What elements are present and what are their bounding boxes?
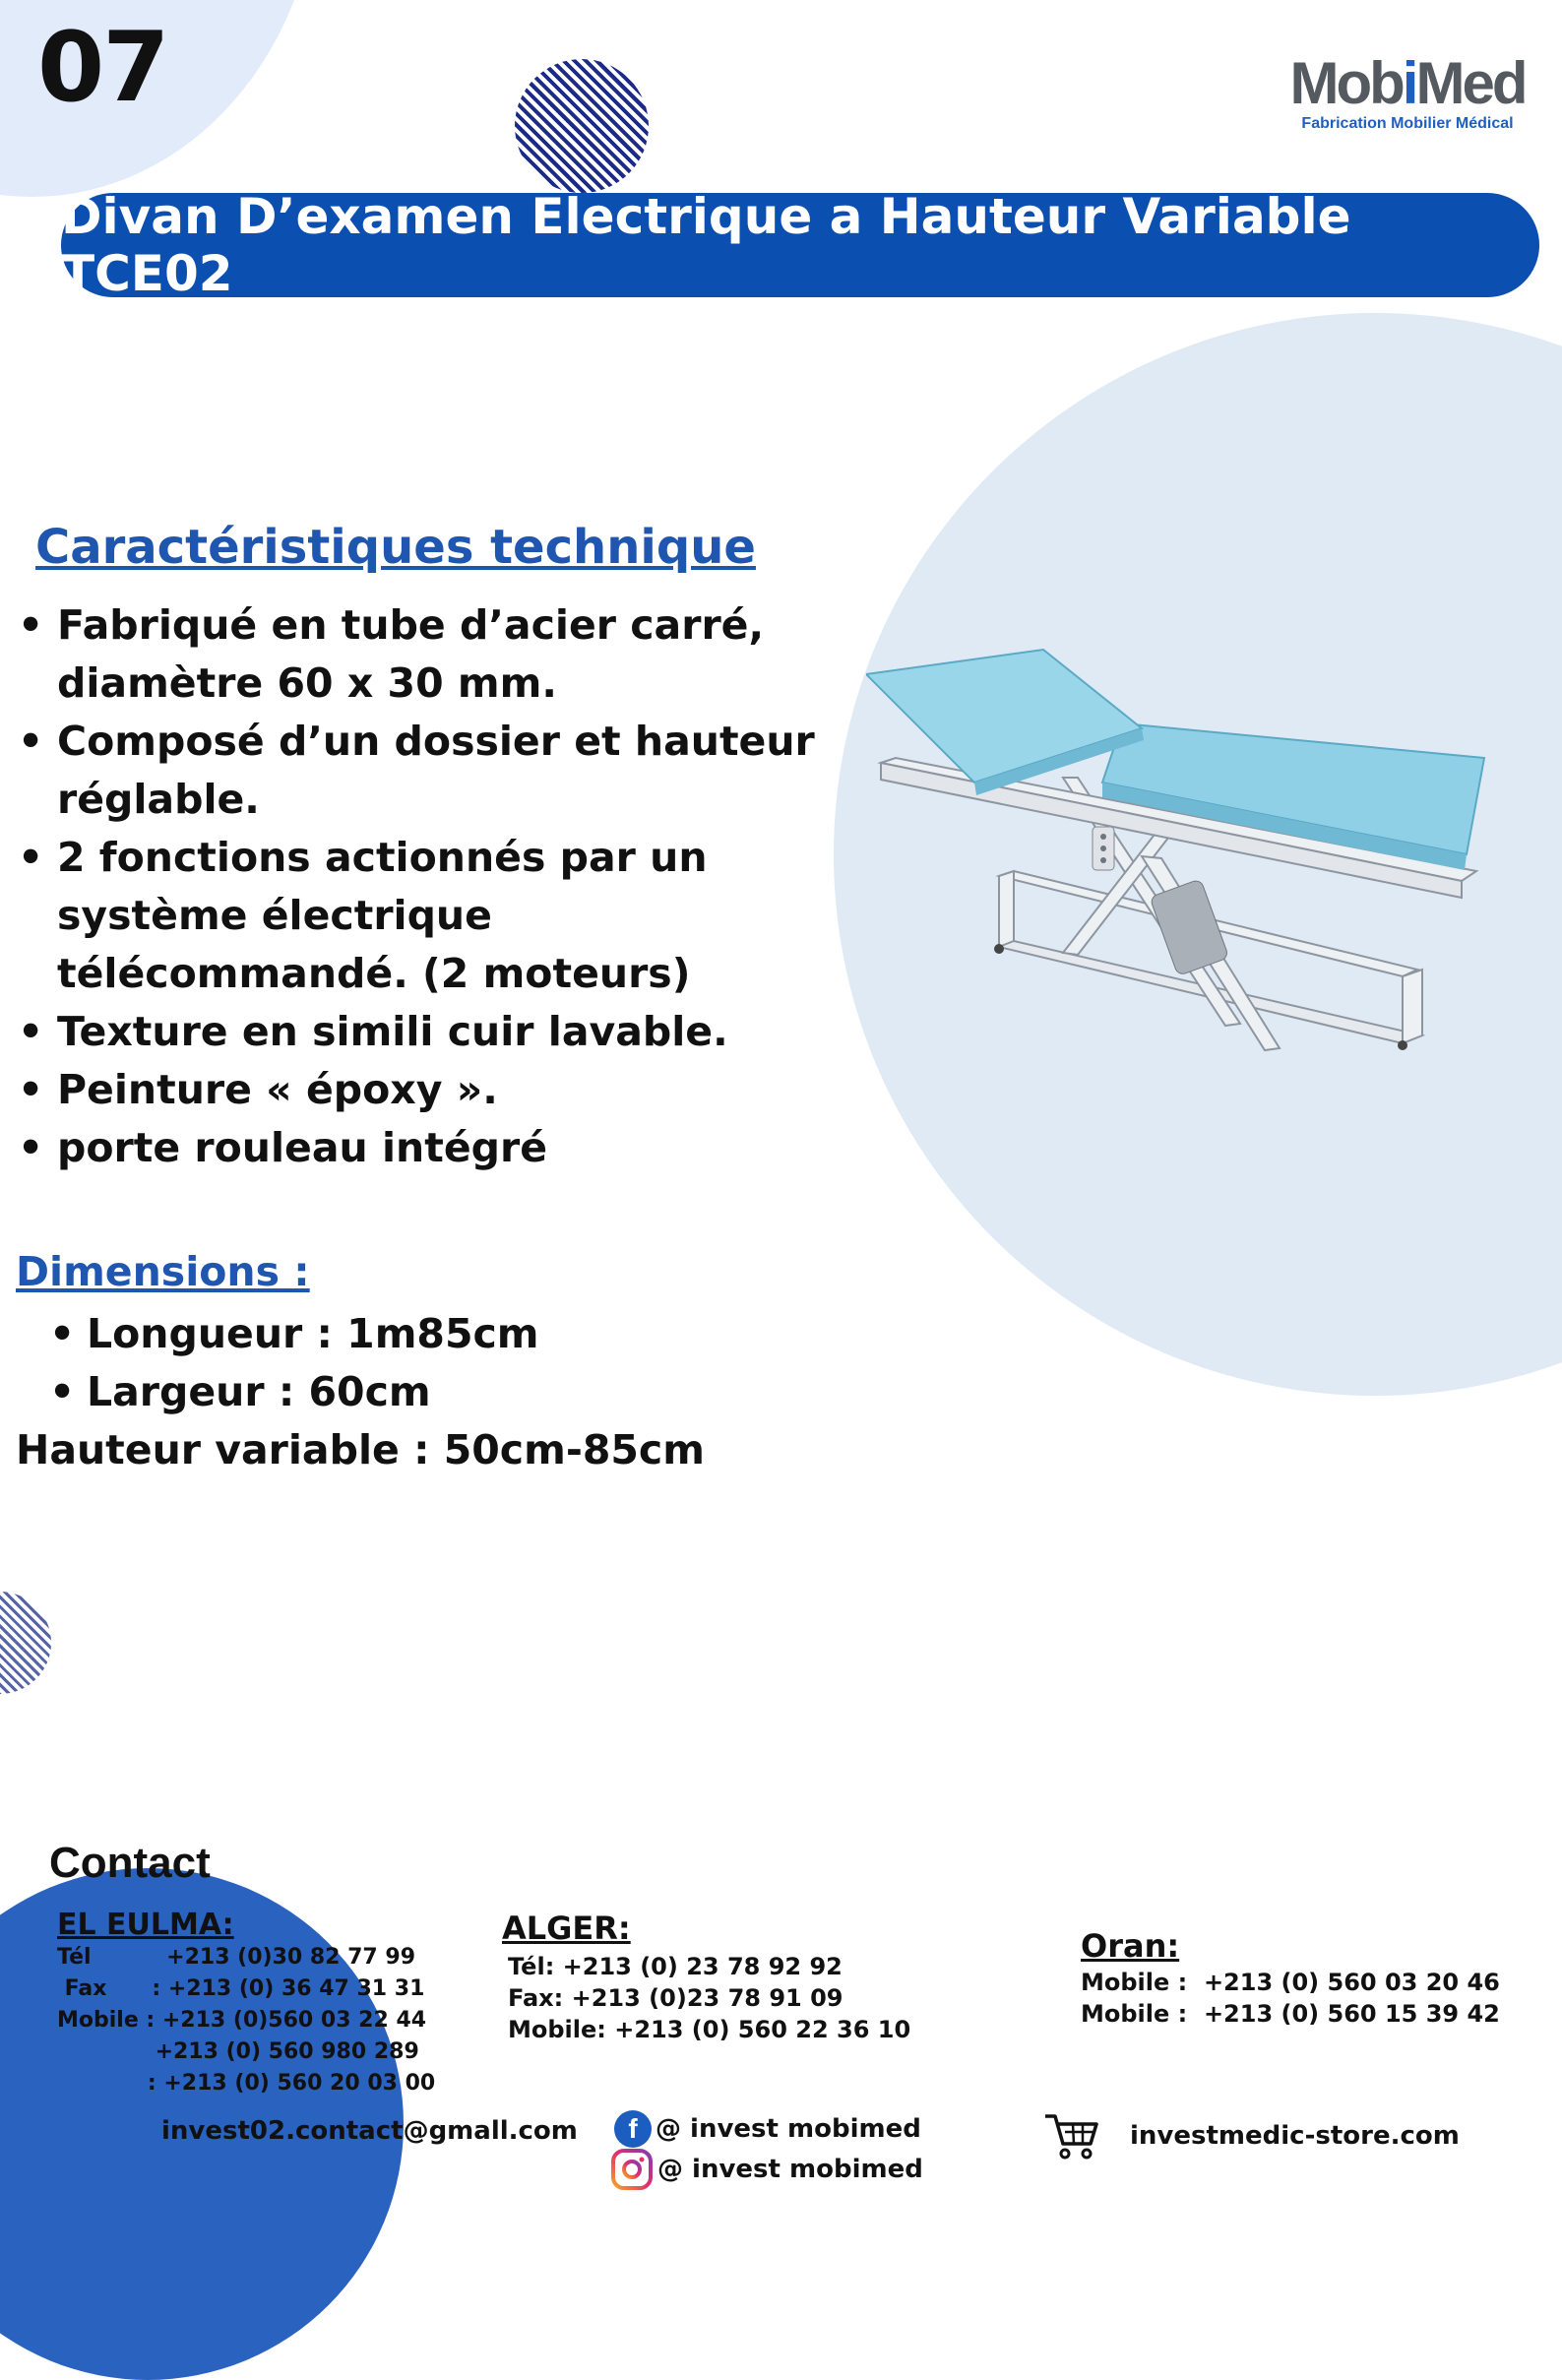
spec-item: • Composé d’un dossier et hauteur réglable. <box>18 713 854 829</box>
facebook-link[interactable] <box>614 2110 921 2148</box>
striped-circle-decor <box>515 59 649 193</box>
title-banner <box>61 188 1539 302</box>
dimension-item: • Longueur : 1m85cm <box>49 1305 539 1363</box>
office-line: Mobile : +213 (0)560 03 22 44 <box>57 2008 427 2033</box>
spec-item: • Texture en simili cuir lavable. <box>18 1003 854 1061</box>
website-url[interactable]: investmedic-store.com <box>1130 2121 1460 2151</box>
facebook-handle[interactable]: @ invest mobimed <box>656 2114 921 2144</box>
instagram-icon <box>610 2148 654 2191</box>
spec-item: • Fabriqué en tube d’acier carré, diamètre 60 x 30 mm. <box>18 596 854 713</box>
spec-item: • porte rouleau intégré <box>18 1119 854 1177</box>
specs-list <box>18 596 854 1177</box>
instagram-handle[interactable]: @ invest mobimed <box>657 2155 923 2184</box>
logo-word-start: Mob <box>1289 50 1403 116</box>
office-el-eulma <box>57 1908 435 2099</box>
website-link[interactable] <box>1043 2110 1460 2161</box>
office-line: : +213 (0) 560 20 03 00 <box>57 2071 436 2096</box>
office-line: +213 (0) 560 980 289 <box>57 2039 419 2064</box>
office-line: Mobile: +213 (0) 560 22 36 10 <box>508 2016 911 2043</box>
mobimed-logo <box>1280 50 1535 133</box>
email-address[interactable]: invest02.contact@gmall.com <box>161 2116 578 2146</box>
office-name: Oran: <box>1081 1927 1180 1965</box>
office-line: Fax : +213 (0) 36 47 31 31 <box>57 1976 425 2001</box>
logo-word-end: Med <box>1415 50 1526 116</box>
striped-circle-decor-left <box>0 1592 51 1694</box>
dimension-item: • Largeur : 60cm <box>49 1363 539 1421</box>
office-oran <box>1081 1927 1500 2030</box>
instagram-link[interactable] <box>610 2148 923 2191</box>
specs-heading: Caractéristiques technique <box>35 520 756 575</box>
contact-heading: Contact <box>49 1839 211 1887</box>
page-number: 07 <box>37 12 168 124</box>
office-line: Mobile : +213 (0) 560 15 39 42 <box>1081 2000 1500 2028</box>
examination-couch-image <box>866 630 1496 1142</box>
spec-item: • Peinture « époxy ». <box>18 1061 854 1119</box>
office-alger <box>502 1910 910 2045</box>
office-line: Tél: +213 (0) 23 78 92 92 <box>508 1953 843 1980</box>
office-name: EL EULMA: <box>57 1908 234 1942</box>
office-line: Mobile : +213 (0) 560 03 20 46 <box>1081 1969 1500 1996</box>
dimensions-list <box>49 1305 539 1421</box>
facebook-icon: f <box>614 2110 652 2148</box>
office-name: ALGER: <box>502 1910 631 1947</box>
logo-tagline: Fabrication Mobilier Médical <box>1301 115 1514 132</box>
page-title: Divan D’examen Electrique a Hauteur Variable TCE02 <box>61 188 1351 302</box>
email-link[interactable] <box>161 2116 578 2146</box>
office-line: Tél +213 (0)30 82 77 99 <box>57 1945 416 1970</box>
height-range: Hauteur variable : 50cm-85cm <box>16 1426 705 1473</box>
office-line: Fax: +213 (0)23 78 91 09 <box>508 1984 843 2012</box>
cart-icon <box>1043 2110 1100 2161</box>
spec-item: • 2 fonctions actionnés par un système électrique télécommandé. (2 moteurs) <box>18 829 854 1003</box>
logo-word-i: i <box>1402 50 1416 116</box>
dimensions-heading: Dimensions : <box>16 1248 310 1295</box>
